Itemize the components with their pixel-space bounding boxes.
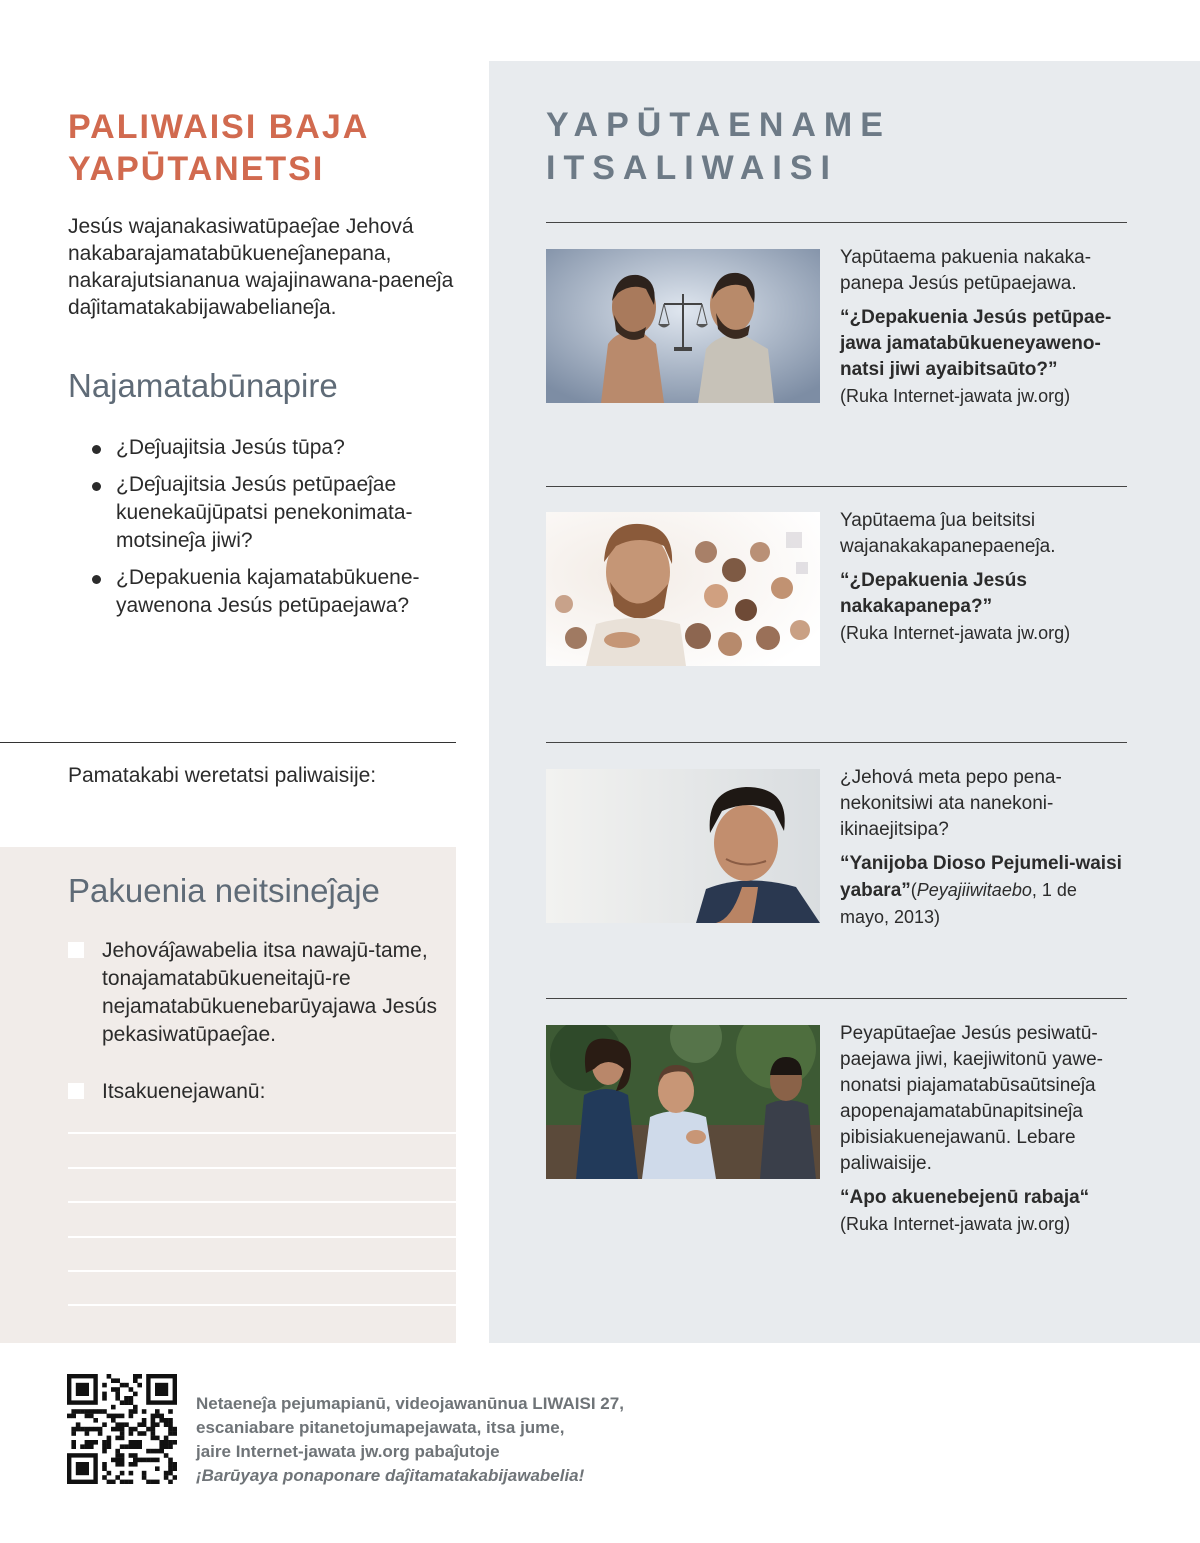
card-image-jesus-people: [546, 512, 820, 666]
card-intro: Yapūtaema ĵua beitsitsi wajanakakapanepaeneĵa.: [840, 510, 1056, 557]
card-reference: (Ruka Internet-jawata jw.org): [840, 623, 1071, 643]
intro-paragraph: Jesús wajanakasiwatūpaeĵae Jehová nakabarajamatabūkueneĵanepana, nakarajutsiananua wajajinawana-paeneĵa daĵitamatakabijawabelianeĵa.: [68, 215, 454, 319]
notes-label: Pamatakabi weretatsi paliwaisije:: [68, 764, 377, 787]
footer-line: Netaeneĵa pejumapianū, videojawanūnua LIWAISI 27,: [196, 1394, 624, 1413]
article-title[interactable]: “Yanijoba Dioso Pejumeli-waisi yabara”: [840, 853, 1122, 901]
source-date: , 1 de mayo, 2013): [840, 880, 1077, 927]
question-item: ¿Depakuenia kajamatabūkuene-yawenona Jesús petūpaejawa?: [92, 564, 462, 620]
todo-item-text: Itsakuenejawanū:: [102, 1080, 266, 1103]
question-item: ¿Deĵuajitsia Jesús tūpa?: [92, 434, 462, 462]
main-title: [68, 106, 369, 190]
source-open: (: [910, 880, 917, 900]
card-1-text: [840, 245, 1130, 409]
footer-line: jaire Internet-jawata jw.org pabaĵutoje: [196, 1442, 500, 1461]
card-intro: Peyapūtaeĵae Jesús pesiwatū-paejawa jiwi, kaejiwitonū yawe-nonatsi piajamatabūsaūtsineĵa apopenajamatabūnapitsineĵa pibisiakuenejawanū. Lebare paliwaisije.: [840, 1023, 1103, 1174]
card-divider: [546, 742, 1127, 743]
card-intro: ¿Jehová meta pepo pena-nekonitsiwi ata nanekoni-ikinaejitsipa?: [840, 767, 1062, 840]
card-image-man-praying: [546, 769, 820, 923]
write-line[interactable]: [68, 1167, 456, 1169]
footer-text: [196, 1392, 624, 1488]
related-title-line-1: YAPŪTAENAME: [546, 106, 891, 144]
write-line[interactable]: [68, 1270, 456, 1272]
write-line[interactable]: [68, 1132, 456, 1134]
article-link[interactable]: [840, 851, 1130, 931]
card-image-jesus-scales: [546, 249, 820, 403]
card-reference: (Ruka Internet-jawata jw.org): [840, 1214, 1071, 1234]
card-divider: [546, 222, 1127, 223]
card-divider: [546, 486, 1127, 487]
card-2-text: [840, 508, 1130, 646]
related-title-line-2: ITSALIWAISI: [546, 149, 838, 187]
main-title-line-2: YAPŪTANETSI: [68, 150, 325, 188]
article-link[interactable]: “¿Depakuenia Jesús petūpae-jawa jamatabūkueneyaweno-natsi jiwi ayaibitsaūto?”: [840, 307, 1112, 380]
write-line[interactable]: [68, 1304, 456, 1306]
footer-slogan: ¡Barūyaya ponaponare daĵitamatakabijawabelia!: [196, 1466, 585, 1485]
qr-code-icon[interactable]: [67, 1374, 177, 1484]
card-3-text: [840, 765, 1130, 931]
checkbox[interactable]: [68, 1083, 84, 1099]
article-link[interactable]: “Apo akuenebejenū rabaja“: [840, 1187, 1090, 1208]
todo-item-2[interactable]: [68, 1078, 448, 1106]
card-4-text: [840, 1021, 1130, 1237]
todo-item-text: Jehováĵawabelia itsa nawajū-tame, tonajamatabūkueneitajū-re nejamatabūkuenebarūyajawa Jesús pekasiwatūpaeĵae.: [102, 939, 438, 1046]
card-divider: [546, 998, 1127, 999]
write-line[interactable]: [68, 1236, 456, 1238]
todo-heading: Pakuenia neitsineĵaje: [68, 872, 380, 909]
write-line[interactable]: [68, 1201, 456, 1203]
card-intro: Yapūtaema pakuenia nakaka-panepa Jesús petūpaejawa.: [840, 247, 1092, 294]
related-title: [546, 104, 891, 190]
bullet-icon: [92, 482, 101, 491]
checkbox[interactable]: [68, 942, 84, 958]
card-image-family-outdoors: [546, 1025, 820, 1179]
bullet-icon: [92, 445, 101, 454]
questions-list: [92, 434, 462, 629]
bullet-icon: [92, 575, 101, 584]
notes-divider: [0, 742, 456, 743]
todo-item-1[interactable]: [68, 937, 448, 1049]
questions-heading: Najamatabūnapire: [68, 367, 338, 404]
article-link[interactable]: “¿Depakuenia Jesús nakakapanepa?”: [840, 570, 1027, 617]
card-reference: (Ruka Internet-jawata jw.org): [840, 386, 1071, 406]
question-item: ¿Deĵuajitsia Jesús petūpaeĵae kuenekaūjūpatsi penekonimata-motsineĵa jiwi?: [92, 471, 462, 555]
main-title-line-1: PALIWAISI BAJA: [68, 108, 370, 146]
footer-line: escaniabare pitanetojumapejawata, itsa jume,: [196, 1418, 565, 1437]
source-magazine: Peyajiiwitaebo: [916, 880, 1032, 900]
